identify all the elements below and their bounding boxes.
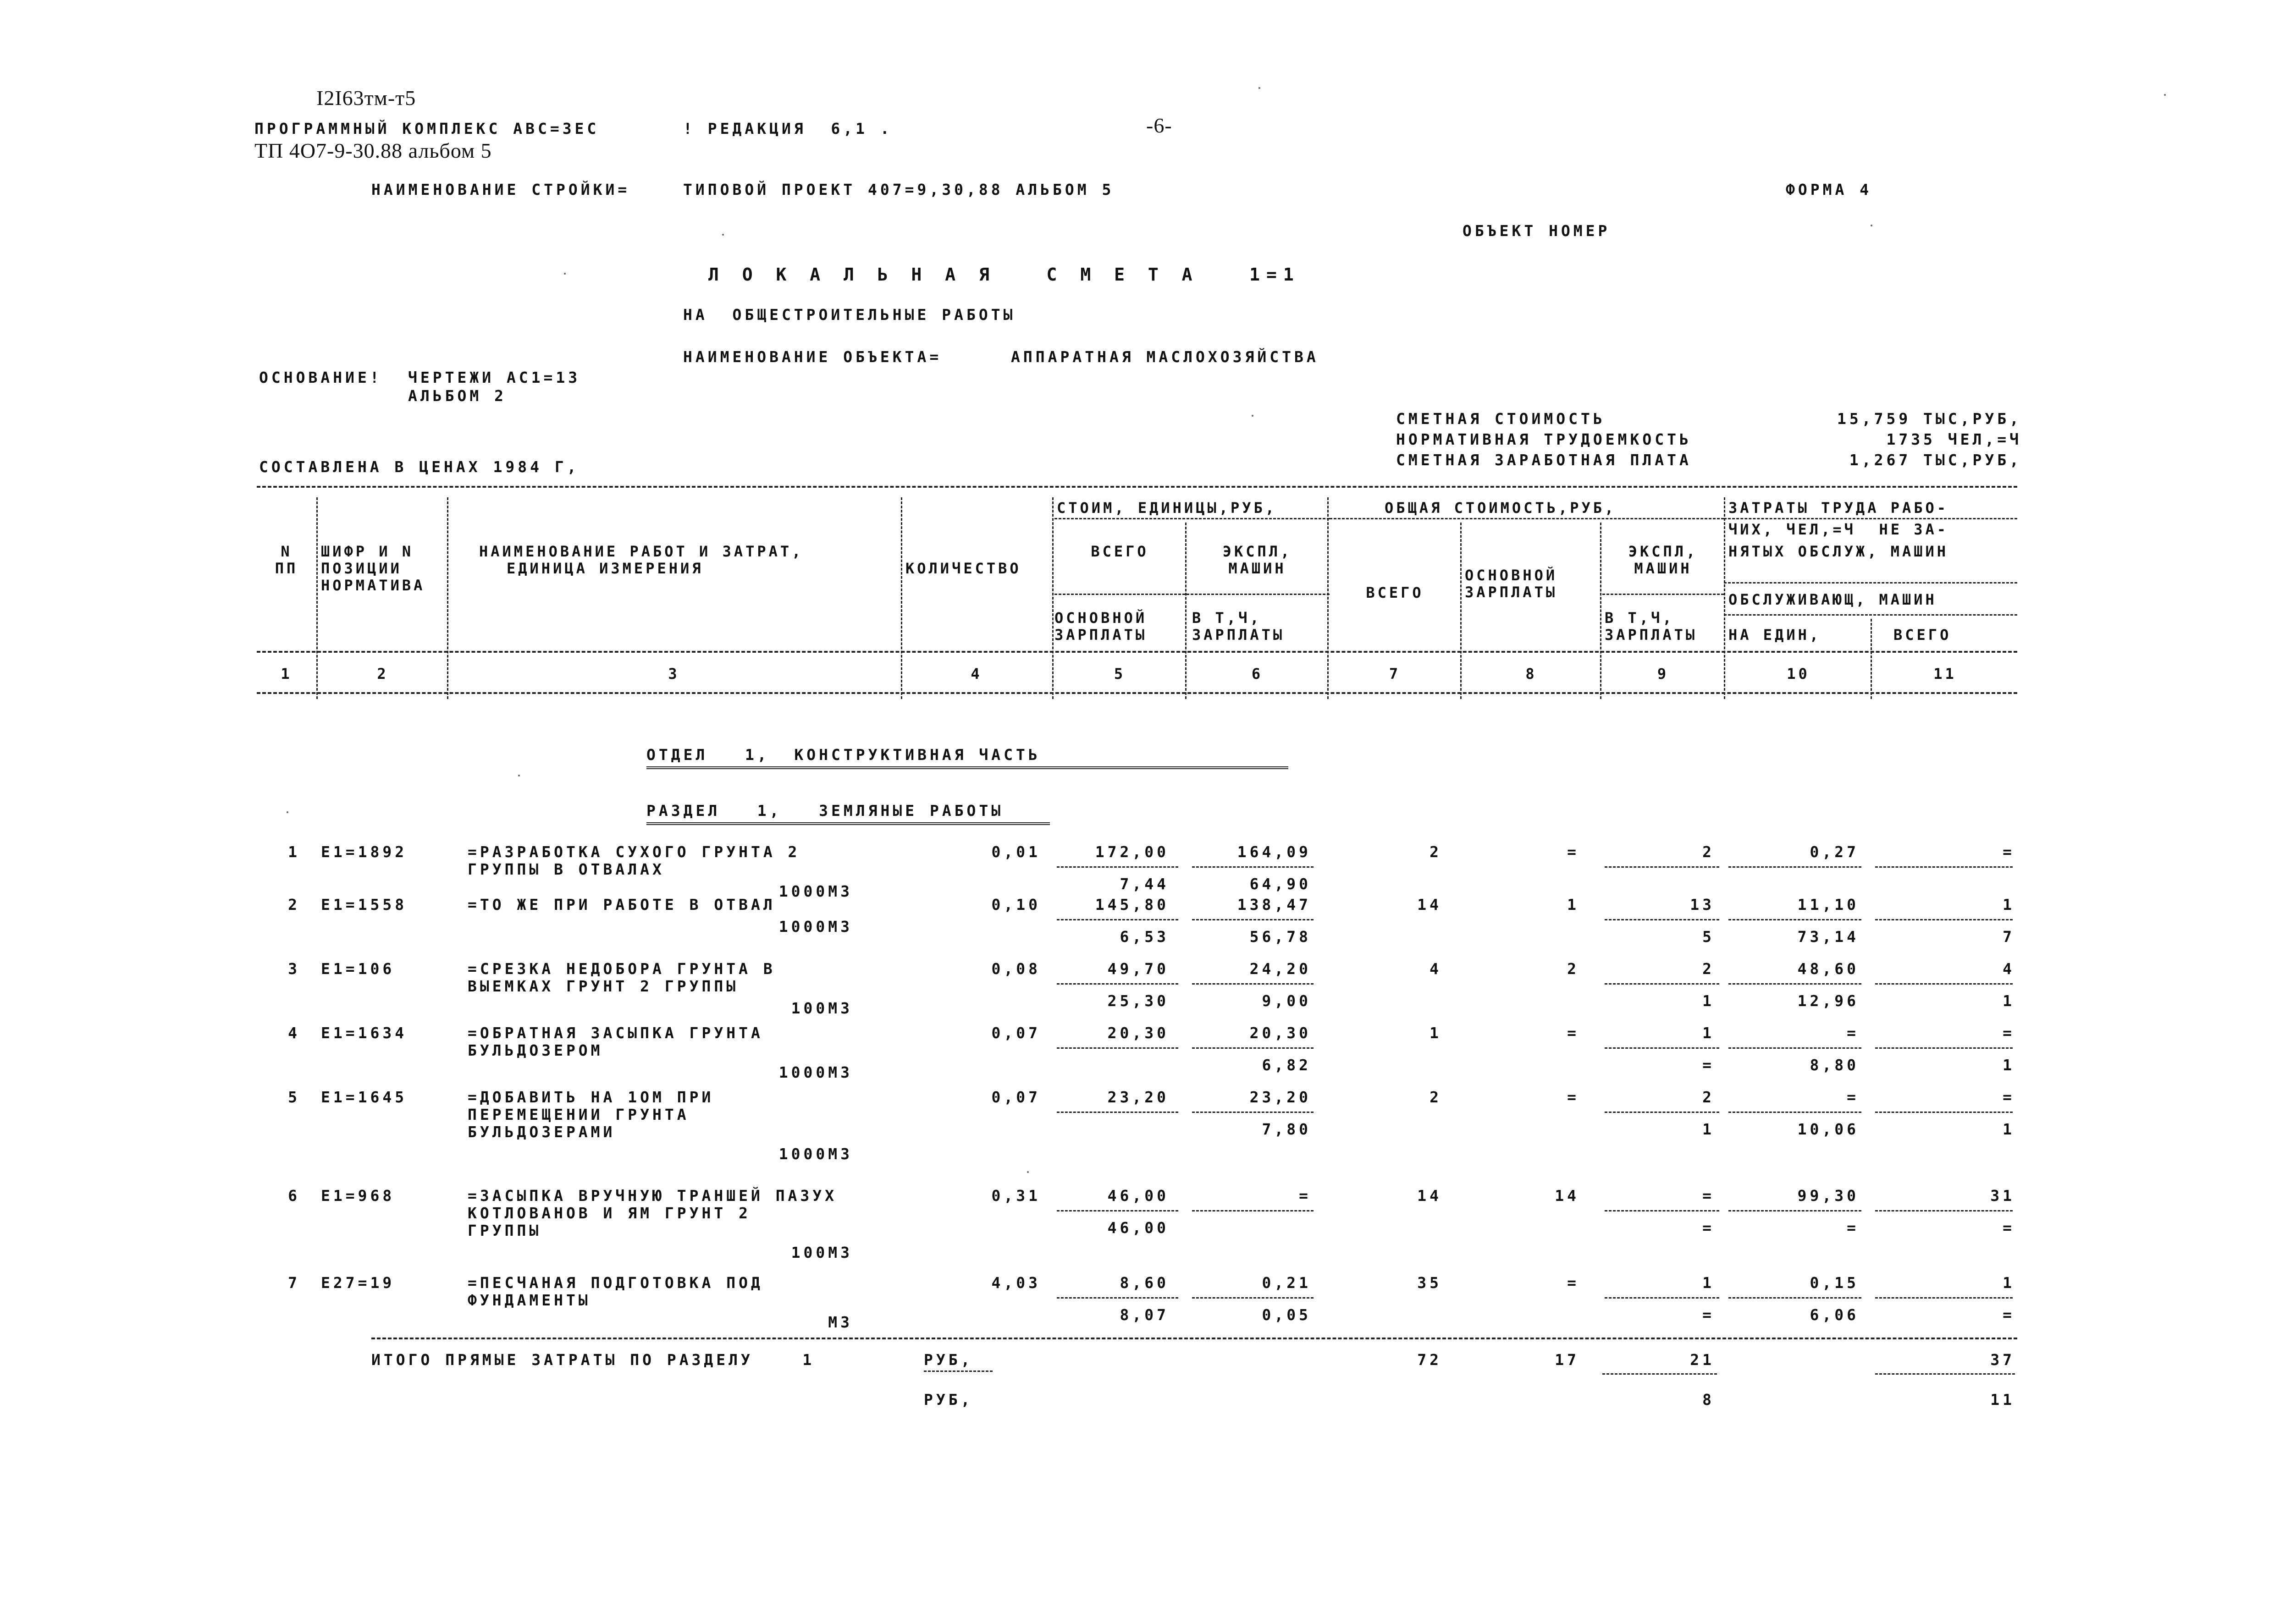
estimate-subtitle: НА ОБЩЕСТРОИТЕЛЬНЫЕ РАБОТЫ — [683, 306, 1016, 324]
row-c6-rule — [1192, 919, 1314, 920]
row-c6: 20,30 — [1249, 1024, 1311, 1042]
col6-header-top-2: МАШИН — [1228, 560, 1286, 577]
summary-value-2: 1735 ЧЕЛ,=Ч — [1886, 430, 2022, 448]
col9-header-top-2: МАШИН — [1634, 560, 1692, 577]
row-c8: = — [1567, 1274, 1579, 1292]
col8-header-1: ОСНОВНОЙ — [1465, 567, 1558, 584]
col-number-10: 10 — [1787, 665, 1810, 683]
row-code: E1=1634 — [321, 1024, 408, 1042]
row-name-line: ВЫЕМКАХ ГРУНТ 2 ГРУППЫ — [468, 977, 739, 995]
row-name-line: КОТЛОВАНОВ И ЯМ ГРУНТ 2 — [468, 1204, 751, 1222]
col10-header: НА ЕДИН, — [1728, 626, 1821, 644]
row-c8: = — [1567, 1088, 1579, 1106]
col-number-4: 4 — [971, 665, 982, 683]
row-c10: = — [1847, 1088, 1859, 1106]
row-c6: 24,20 — [1249, 960, 1311, 978]
row-c7: 2 — [1430, 843, 1442, 861]
row-quantity: 0,10 — [991, 896, 1041, 914]
row-c11-rule — [1875, 1112, 2013, 1113]
row-c5: 145,80 — [1095, 896, 1169, 914]
row-c8: 14 — [1555, 1187, 1579, 1205]
totals-col11: 37 — [1990, 1351, 2015, 1369]
col4-header: КОЛИЧЕСТВО — [905, 560, 1021, 577]
row-c9: 13 — [1690, 896, 1715, 914]
row-c10: 11,10 — [1797, 896, 1859, 914]
col-number-11: 11 — [1933, 665, 1957, 683]
row-name-line: =ТО ЖЕ ПРИ РАБОТЕ В ОТВАЛ — [468, 896, 776, 914]
row-c11-rule — [1875, 1047, 2013, 1049]
row-name-line: =РАЗРАБОТКА СУХОГО ГРУНТА 2 — [468, 843, 800, 861]
row-c11-bottom: 1 — [2003, 1120, 2015, 1138]
row-c9-rule — [1605, 919, 1719, 920]
row-unit: 1000М3 — [778, 918, 853, 936]
summary-label-2: НОРМАТИВНАЯ ТРУДОЕМКОСТЬ — [1396, 430, 1692, 448]
row-c10: = — [1847, 1024, 1859, 1042]
col2-header-3: НОРМАТИВА — [321, 577, 425, 594]
row-number: 4 — [288, 1024, 300, 1042]
row-c9-rule — [1605, 983, 1719, 985]
row-name-line: =ПЕСЧАНАЯ ПОДГОТОВКА ПОД — [468, 1274, 763, 1292]
row-c6-bottom: 64,90 — [1249, 875, 1311, 893]
col-number-6: 6 — [1251, 665, 1264, 683]
row-c7: 2 — [1430, 1088, 1442, 1106]
row-quantity: 0,08 — [991, 960, 1041, 978]
row-c5: 172,00 — [1095, 843, 1169, 861]
row-c9-bottom: 1 — [1702, 992, 1715, 1010]
row-c10-rule — [1728, 1112, 1861, 1113]
program-name: ПРОГРАММНЫЙ КОМПЛЕКС АВС=3ЕС — [254, 120, 600, 138]
row-c11-bottom: 7 — [2003, 928, 2015, 946]
row-c10-bottom: 8,80 — [1810, 1056, 1859, 1074]
col3-header-1: НАИМЕНОВАНИЕ РАБОТ И ЗАТРАТ, — [479, 543, 804, 560]
col-sep-2 — [447, 497, 448, 699]
row-c10-bottom: = — [1847, 1219, 1859, 1237]
numbers-bottom-rule — [257, 692, 2017, 694]
row-c9-bottom: 5 — [1702, 928, 1715, 946]
totals-col7: 72 — [1417, 1351, 1442, 1369]
row-c11-rule — [1875, 919, 2013, 920]
row-unit: 100М3 — [791, 999, 853, 1017]
handwritten-album: ТП 4О7-9-30.88 альбом 5 — [254, 139, 492, 162]
row-code: E1=1558 — [321, 896, 408, 914]
row-code: E1=1645 — [321, 1088, 408, 1106]
row-c5-bottom: 8,07 — [1120, 1306, 1169, 1324]
row-c9-rule — [1605, 1210, 1719, 1211]
labor-group-header-2: ЧИХ, ЧЕЛ,=Ч НЕ ЗА- — [1728, 521, 1949, 538]
form-label: ФОРМА 4 — [1786, 181, 1872, 198]
row-unit: 1000М3 — [778, 882, 853, 900]
labor-group-header-3: НЯТЫХ ОБСЛУЖ, МАШИН — [1728, 543, 1949, 560]
row-c6-rule — [1192, 983, 1314, 985]
col2-header-1: ШИФР И N — [321, 543, 414, 560]
row-c5-rule — [1057, 1297, 1178, 1299]
row-c11: 31 — [1990, 1187, 2015, 1205]
row-c5: 8,60 — [1120, 1274, 1169, 1292]
edition-label: ! РЕДАКЦИЯ 6,1 . — [683, 120, 893, 138]
row-c10-bottom: 73,14 — [1797, 928, 1859, 946]
col7-header: ВСЕГО — [1366, 584, 1424, 601]
row-c9-bottom: = — [1702, 1219, 1715, 1237]
col5-header-top: ВСЕГО — [1091, 543, 1149, 560]
summary-value-1: 15,759 ТЫС,РУБ, — [1837, 410, 2022, 428]
row-c9-rule — [1605, 1112, 1719, 1113]
unit-cost-sub-rule — [1054, 518, 1330, 519]
totals-label: ИТОГО ПРЯМЫЕ ЗАТРАТЫ ПО РАЗДЕЛУ 1 — [371, 1351, 815, 1369]
row-c9-rule — [1605, 1297, 1719, 1299]
labor-sub-header: ОБСЛУЖИВАЮЩ, МАШИН — [1728, 591, 1937, 608]
row-c11: 1 — [2003, 896, 2015, 914]
basis-label: ОСНОВАНИЕ! — [259, 369, 382, 386]
object-value: АППАРАТНАЯ МАСЛОХОЗЯЙСТВА — [1011, 348, 1319, 366]
prices-note: СОСТАВЛЕНА В ЦЕНАХ 1984 Г, — [259, 458, 580, 476]
col-sep-1 — [316, 497, 318, 699]
row-number: 2 — [288, 896, 300, 914]
row-c11-bottom: 1 — [2003, 1056, 2015, 1074]
row-c9: 2 — [1702, 843, 1715, 861]
row-c6-rule — [1192, 1047, 1314, 1049]
row-c5-bottom: 46,00 — [1107, 1219, 1169, 1237]
page-number: -6- — [1146, 114, 1172, 137]
col2-header-2: ПОЗИЦИИ — [321, 560, 402, 577]
row-c9-rule — [1605, 1047, 1719, 1049]
col9-header-bottom-2: ЗАРПЛАТЫ — [1605, 626, 1698, 644]
row-c5-rule — [1057, 1047, 1178, 1049]
row-c11: 1 — [2003, 1274, 2015, 1292]
row-c10: 99,30 — [1797, 1187, 1859, 1205]
row-quantity: 0,31 — [991, 1187, 1041, 1205]
col9-header-top-1: ЭКСПЛ, — [1628, 543, 1698, 560]
row-c5-bottom: 7,44 — [1120, 875, 1169, 893]
row-c9-rule — [1605, 866, 1719, 868]
col-number-3: 3 — [668, 665, 680, 683]
basis-value-1: ЧЕРТЕЖИ АС1=13 — [408, 369, 581, 386]
row-c6-rule — [1192, 1112, 1314, 1113]
row-name-line: =ЗАСЫПКА ВРУЧНУЮ ТРАНШЕЙ ПАЗУХ — [468, 1187, 838, 1205]
col-sep-7 — [1460, 523, 1462, 699]
row-c11: 4 — [2003, 960, 2015, 978]
total-cost-group-header: ОБЩАЯ СТОИМОСТЬ,РУБ, — [1385, 499, 1617, 517]
row-c6: 0,21 — [1262, 1274, 1311, 1292]
scan-speck — [2164, 94, 2166, 96]
row-c10: 0,15 — [1810, 1274, 1859, 1292]
col-number-5: 5 — [1114, 665, 1126, 683]
row-code: E1=1892 — [321, 843, 408, 861]
scan-speck — [1252, 415, 1253, 417]
col-sep-6 — [1327, 497, 1329, 699]
col6-header-bottom-2: ЗАРПЛАТЫ — [1192, 626, 1285, 644]
row-c5-rule — [1057, 983, 1178, 985]
construction-value: ТИПОВОЙ ПРОЕКТ 407=9,30,88 АЛЬБОМ 5 — [683, 181, 1115, 198]
row-code: E1=106 — [321, 960, 395, 978]
totals-col8: 17 — [1555, 1351, 1579, 1369]
col3-header-2: ЕДИНИЦА ИЗМЕРЕНИЯ — [507, 560, 704, 577]
labor-group-header-1: ЗАТРАТЫ ТРУДА РАБО- — [1728, 499, 1949, 517]
col1-header-1: N — [281, 543, 293, 560]
row-code: E1=968 — [321, 1187, 395, 1205]
col-sep-9 — [1724, 497, 1725, 699]
row-unit: 1000М3 — [778, 1063, 853, 1081]
totals-unit-2: РУБ, — [924, 1391, 973, 1409]
object-number: ОБЪЕКТ НОМЕР — [1463, 222, 1611, 240]
row-number: 7 — [288, 1274, 300, 1292]
header-bottom-rule — [257, 651, 2017, 653]
row-c6: 23,20 — [1249, 1088, 1311, 1106]
row-name-line: ГРУППЫ — [468, 1222, 542, 1239]
row-c10: 0,27 — [1810, 843, 1859, 861]
row-name-line: =ОБРАТНАЯ ЗАСЫПКА ГРУНТА — [468, 1024, 763, 1042]
col6-header-bottom-1: В Т,Ч, — [1192, 609, 1262, 627]
row-c9: 1 — [1702, 1274, 1715, 1292]
row-c6-bottom: 0,05 — [1262, 1306, 1311, 1324]
col11-header: ВСЕГО — [1893, 626, 1952, 644]
subsection-underline — [646, 822, 1050, 825]
row-name-line: БУЛЬДОЗЕРОМ — [468, 1041, 603, 1059]
row-c5: 20,30 — [1107, 1024, 1169, 1042]
row-c6: = — [1299, 1187, 1311, 1205]
row-c7: 4 — [1430, 960, 1442, 978]
row-c5-bottom: 6,53 — [1120, 928, 1169, 946]
estimate-title: Л О К А Л Ь Н А Я С М Е Т А 1=1 — [708, 264, 1300, 285]
row-c5: 46,00 — [1107, 1187, 1169, 1205]
department-heading: ОТДЕЛ 1, КОНСТРУКТИВНАЯ ЧАСТЬ — [646, 746, 1041, 764]
row-c10: 48,60 — [1797, 960, 1859, 978]
unit-cost-group-header: СТОИМ, ЕДИНИЦЫ,РУБ, — [1057, 499, 1277, 517]
row-c6-rule — [1192, 1210, 1314, 1211]
scan-speck — [1258, 87, 1260, 89]
col1-header-2: ПП — [275, 560, 298, 577]
row-c9-bottom: 1 — [1702, 1120, 1715, 1138]
row-c9: 1 — [1702, 1024, 1715, 1042]
col-sep-3 — [901, 497, 902, 699]
object-label: НАИМЕНОВАНИЕ ОБЪЕКТА= — [683, 348, 942, 366]
totals-col9-rule — [1602, 1373, 1717, 1375]
row-name-line: =СРЕЗКА НЕДОБОРА ГРУНТА В — [468, 960, 776, 978]
totals-unit-1: РУБ, — [924, 1351, 973, 1369]
col-sep-10 — [1871, 619, 1872, 699]
row-c9: = — [1702, 1187, 1715, 1205]
row-number: 1 — [288, 843, 300, 861]
row-c5-rule — [1057, 1210, 1178, 1211]
row-c11-bottom: = — [2003, 1306, 2015, 1324]
row-c11-rule — [1875, 983, 2013, 985]
summary-value-3: 1,267 ТЫС,РУБ, — [1849, 451, 2022, 469]
row-c6-rule — [1192, 1297, 1314, 1299]
row-unit: 1000М3 — [778, 1145, 853, 1163]
scan-speck — [1871, 225, 1872, 226]
summary-label-1: СМЕТНАЯ СТОИМОСТЬ — [1396, 410, 1606, 428]
row-unit: 100М3 — [791, 1244, 853, 1261]
row-c6-bottom: 6,82 — [1262, 1056, 1311, 1074]
scan-speck — [1027, 1171, 1029, 1173]
row-c5: 23,20 — [1107, 1088, 1169, 1106]
row-c9: 2 — [1702, 1088, 1715, 1106]
department-underline — [646, 766, 1288, 769]
row-c7: 14 — [1417, 896, 1442, 914]
row-c5-rule — [1057, 919, 1178, 920]
scan-speck — [722, 234, 724, 236]
row-c10-rule — [1728, 1297, 1861, 1299]
col-number-1: 1 — [281, 665, 293, 683]
row-c7: 14 — [1417, 1187, 1442, 1205]
row-c10-bottom: 6,06 — [1810, 1306, 1859, 1324]
totals-col11-bottom: 11 — [1990, 1391, 2015, 1409]
row-quantity: 4,03 — [991, 1274, 1041, 1292]
col-number-7: 7 — [1389, 665, 1401, 683]
row-number: 6 — [288, 1187, 300, 1205]
construction-label: НАИМЕНОВАНИЕ СТРОЙКИ= — [371, 181, 630, 198]
scan-speck — [287, 811, 288, 813]
total-cost-sub-rule — [1330, 518, 1724, 519]
row-c6-bottom: 56,78 — [1249, 928, 1311, 946]
row-c5-rule — [1057, 1112, 1178, 1113]
col6-header-top-1: ЭКСПЛ, — [1222, 543, 1292, 560]
labor-sub-rule — [1724, 518, 2017, 519]
row-c10-rule — [1728, 983, 1861, 985]
row-c7: 1 — [1430, 1024, 1442, 1042]
row-quantity: 0,07 — [991, 1088, 1041, 1106]
row-unit: М3 — [828, 1313, 853, 1331]
col5-header-bottom-1: ОСНОВНОЙ — [1054, 609, 1148, 627]
header-top-rule — [257, 486, 2017, 488]
row-c8: 1 — [1567, 896, 1579, 914]
row-c5-bottom: 25,30 — [1107, 992, 1169, 1010]
totals-top-rule — [371, 1338, 2017, 1339]
row-c6-rule — [1192, 866, 1314, 868]
totals-unit-rule — [924, 1371, 993, 1372]
row-c6: 164,09 — [1237, 843, 1311, 861]
row-c10-rule — [1728, 866, 1861, 868]
row-c10-rule — [1728, 1210, 1861, 1211]
handwritten-code: I2I63тм-т5 — [316, 86, 416, 110]
row-c6-bottom: 7,80 — [1262, 1120, 1311, 1138]
row-c6: 138,47 — [1237, 896, 1311, 914]
row-quantity: 0,07 — [991, 1024, 1041, 1042]
row-c8: = — [1567, 843, 1579, 861]
row-name-line: ФУНДАМЕНТЫ — [468, 1291, 591, 1309]
row-c11-rule — [1875, 1297, 2013, 1299]
labor-mid-rule-1 — [1724, 582, 2017, 584]
row-code: E27=19 — [321, 1274, 395, 1292]
basis-value-2: АЛЬБОМ 2 — [408, 387, 507, 405]
row-c9-bottom: = — [1702, 1056, 1715, 1074]
row-name-line: ПЕРЕМЕЩЕНИИ ГРУНТА — [468, 1106, 690, 1123]
totals-col9: 21 — [1690, 1351, 1715, 1369]
row-c11-bottom: 1 — [2003, 992, 2015, 1010]
row-c10-rule — [1728, 1047, 1861, 1049]
row-c11-bottom: = — [2003, 1219, 2015, 1237]
row-c8: 2 — [1567, 960, 1579, 978]
col-sep-8 — [1600, 523, 1601, 699]
row-c6-bottom: 9,00 — [1262, 992, 1311, 1010]
labor-mid-rule-2 — [1724, 614, 2017, 616]
subsection-heading: РАЗДЕЛ 1, ЗЕМЛЯНЫЕ РАБОТЫ — [646, 802, 1004, 820]
scan-speck — [518, 775, 520, 776]
row-c11: = — [2003, 1024, 2015, 1042]
row-c10-rule — [1728, 919, 1861, 920]
row-c10-bottom: 12,96 — [1797, 992, 1859, 1010]
row-c7: 35 — [1417, 1274, 1442, 1292]
col8-header-2: ЗАРПЛАТЫ — [1465, 584, 1558, 601]
machine-mid-rule — [1602, 594, 1724, 595]
row-c11-rule — [1875, 1210, 2013, 1211]
scan-speck — [564, 273, 566, 275]
row-name-line: =ДОБАВИТЬ НА 1ОМ ПРИ — [468, 1088, 714, 1106]
col-number-8: 8 — [1525, 665, 1537, 683]
summary-label-3: СМЕТНАЯ ЗАРАБОТНАЯ ПЛАТА — [1396, 451, 1692, 469]
row-c11-rule — [1875, 866, 2013, 868]
row-name-line: ГРУППЫ В ОТВАЛАХ — [468, 860, 665, 878]
totals-col11-rule — [1875, 1373, 2015, 1375]
row-number: 5 — [288, 1088, 300, 1106]
col9-header-bottom-1: В Т,Ч, — [1605, 609, 1674, 627]
row-c5-rule — [1057, 866, 1178, 868]
row-number: 3 — [288, 960, 300, 978]
unit-cost-mid-rule — [1054, 594, 1330, 595]
row-c11: = — [2003, 1088, 2015, 1106]
row-c10-bottom: 10,06 — [1797, 1120, 1859, 1138]
row-c8: = — [1567, 1024, 1579, 1042]
row-name-line: БУЛЬДОЗЕРАМИ — [468, 1123, 616, 1141]
col-number-9: 9 — [1657, 665, 1669, 683]
row-c11: = — [2003, 843, 2015, 861]
row-quantity: 0,01 — [991, 843, 1041, 861]
col-number-2: 2 — [377, 665, 389, 683]
row-c5: 49,70 — [1107, 960, 1169, 978]
row-c9: 2 — [1702, 960, 1715, 978]
totals-col9-bottom: 8 — [1702, 1391, 1715, 1409]
row-c9-bottom: = — [1702, 1306, 1715, 1324]
col-sep-4 — [1052, 497, 1054, 699]
col5-header-bottom-2: ЗАРПЛАТЫ — [1054, 626, 1148, 644]
col-sep-5 — [1185, 523, 1187, 699]
